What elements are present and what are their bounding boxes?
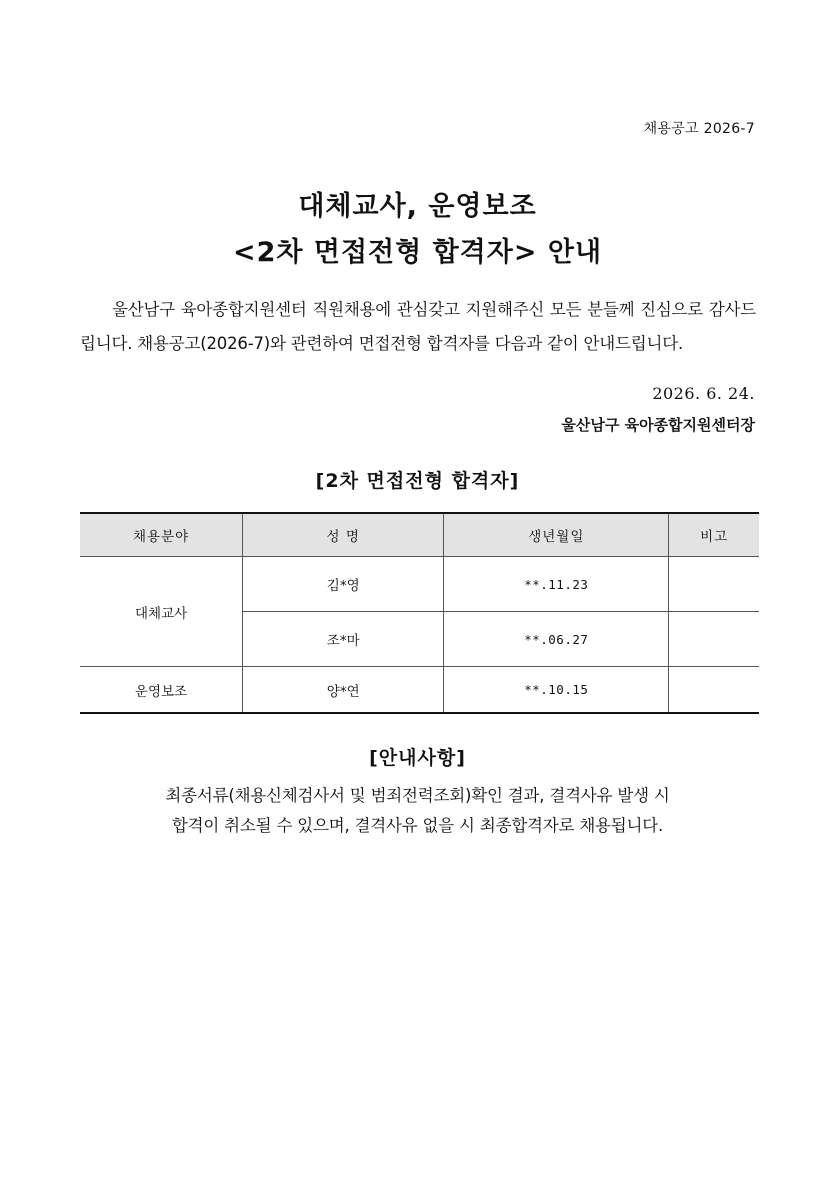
name-cell: 양*연: [243, 667, 444, 714]
results-heading: [2차 면접전형 합격자]: [315, 470, 520, 492]
results-table: [80, 512, 759, 714]
birthdate-cell: **.10.15: [444, 667, 669, 714]
name-cell: 김*영: [243, 557, 444, 612]
page-title-line-1: 대체교사, 운영보조: [298, 191, 537, 222]
note-cell: [669, 557, 759, 612]
table-row: [80, 557, 759, 612]
column-header-birthdate: 생년월일: [444, 513, 669, 557]
guide-text-line-1: 최종서류(채용신체검사서 및 범죄전력조회)확인 결과, 결격사유 발생 시: [165, 786, 670, 805]
note-cell: [669, 612, 759, 667]
birthdate-cell: **.06.27: [444, 612, 669, 667]
guide-text-line-2: 합격이 취소될 수 있으며, 결격사유 없을 시 최종합격자로 채용됩니다.: [171, 816, 664, 835]
notice-number: 채용공고 2026-7: [643, 121, 755, 137]
notice-date: 2026. 6. 24.: [652, 384, 755, 403]
birthdate-cell: **.11.23: [444, 557, 669, 612]
column-header-name: 성 명: [243, 513, 444, 557]
note-cell: [669, 667, 759, 714]
page-title-line-2: <2차 면접전형 합격자> 안내: [232, 237, 603, 268]
table-header-row: [80, 513, 759, 557]
field-cell: 대체교사: [80, 557, 243, 667]
name-cell: 조*마: [243, 612, 444, 667]
column-header-field: 채용분야: [80, 513, 243, 557]
field-cell: 운영보조: [80, 667, 243, 714]
issuer-name: 울산남구 육아종합지원센터장: [561, 416, 755, 434]
guide-heading: [안내사항]: [369, 747, 466, 769]
table-row: [80, 667, 759, 714]
column-header-note: 비고: [669, 513, 759, 557]
intro-paragraph: 울산남구 육아종합지원센터 직원채용에 관심갖고 지원해주신 모든 분들께 진심으로 감사드립니다. 채용공고(2026-7)와 관련하여 면접전형 합격자를 다음과 같이 안내드립니다.: [80, 300, 756, 353]
